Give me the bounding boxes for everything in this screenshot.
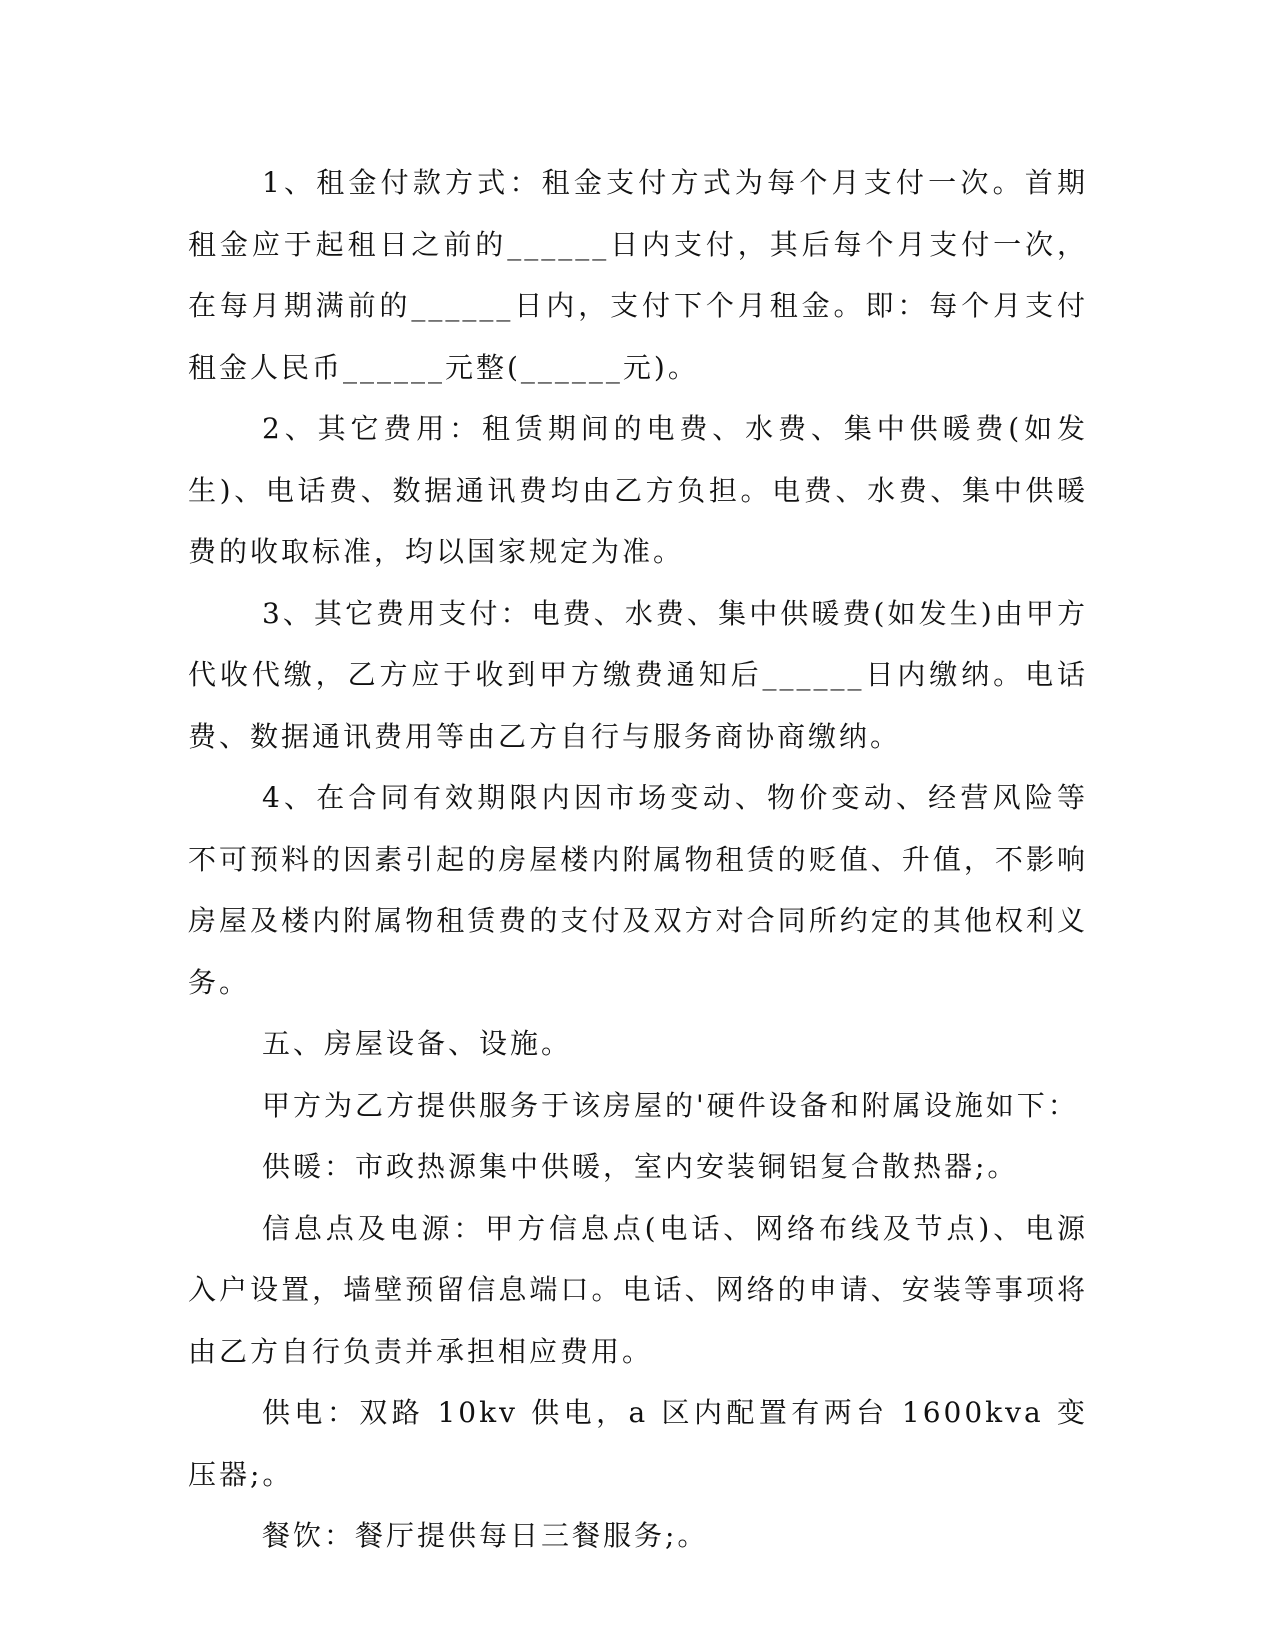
document-body	[188, 152, 1088, 1567]
paragraph-market-change: 4、在合同有效期限内因市场变动、物价变动、经营风险等不可预料的因素引起的房屋楼内附属物租赁的贬值、升值，不影响房屋及楼内附属物租赁费的支付及双方对合同所约定的其他权利义务。	[188, 781, 1088, 999]
paragraph-power-supply: 供电：双路 10kv 供电，a 区内配置有两台 1600kva 变压器;。	[188, 1396, 1088, 1491]
paragraph-rent-payment: 1、租金付款方式：租金支付方式为每个月支付一次。首期租金应于起租日之前的______日内支付，其后每个月支付一次，在每月期满前的______日内，支付下个月租金。即：每个月支付租金人民币______元整(______元)。	[188, 166, 1088, 384]
paragraph-info-power: 信息点及电源：甲方信息点(电话、网络布线及节点)、电源入户设置，墙壁预留信息端口。电话、网络的申请、安装等事项将由乙方自行负责并承担相应费用。	[188, 1211, 1088, 1368]
paragraph-catering: 餐饮：餐厅提供每日三餐服务;。	[262, 1519, 709, 1552]
paragraph-heating: 供暖：市政热源集中供暖，室内安装铜铝复合散热器;。	[262, 1150, 1019, 1183]
section-heading-facilities: 五、房屋设备、设施。	[262, 1027, 573, 1060]
paragraph-other-fees-payment: 3、其它费用支付：电费、水费、集中供暖费(如发生)由甲方代收代缴，乙方应于收到甲方缴费通知后______日内缴纳。电话费、数据通讯费用等由乙方自行与服务商协商缴纳。	[188, 596, 1088, 753]
paragraph-other-fees: 2、其它费用：租赁期间的电费、水费、集中供暖费(如发生)、电话费、数据通讯费均由乙方负担。电费、水费、集中供暖费的收取标准，均以国家规定为准。	[188, 412, 1088, 568]
paragraph-facilities-intro: 甲方为乙方提供服务于该房屋的'硬件设备和附属设施如下：	[262, 1088, 1079, 1122]
